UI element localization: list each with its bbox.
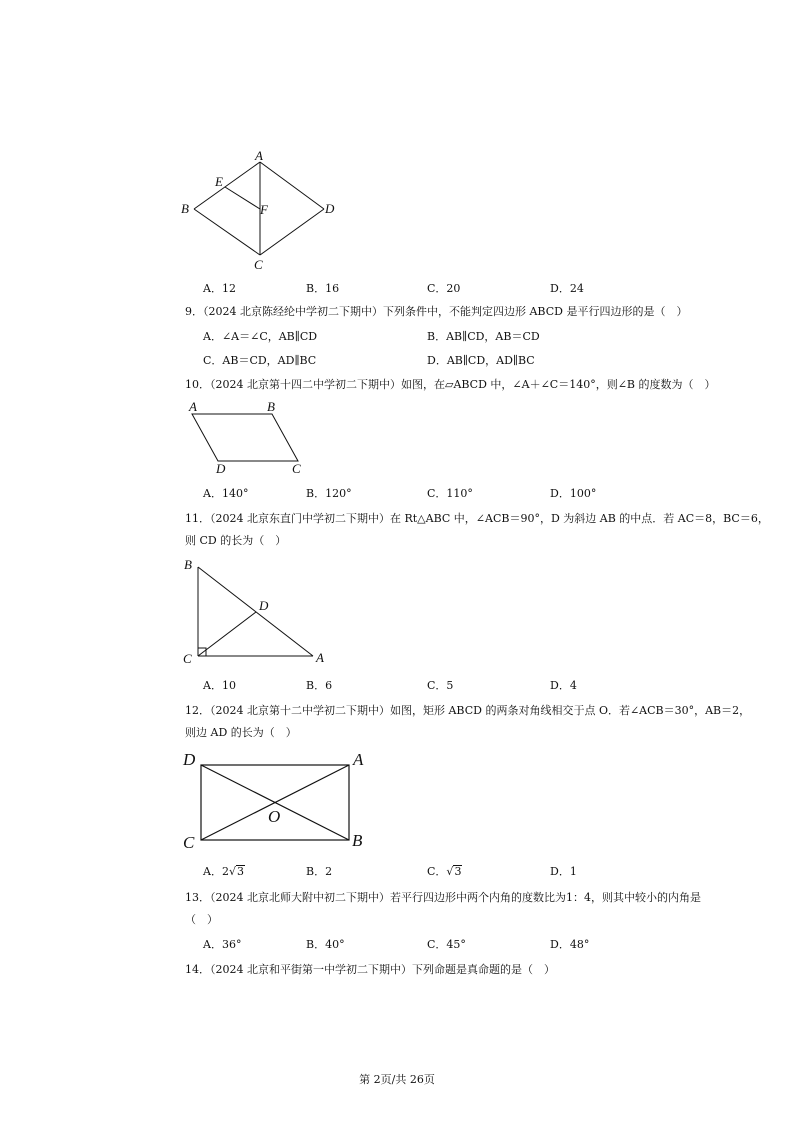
label-C: C: [183, 651, 192, 666]
page-footer: 第 2页/共 26页: [359, 1073, 435, 1086]
q12-option-c-radicand: 3: [454, 865, 462, 878]
q10-option-b: B．120°: [306, 487, 352, 500]
q12-option-a-prefix: A．2: [203, 865, 229, 878]
q13-stem-line1: 13．（2024 北京北师大附中初二下期中）若平行四边形中两个内角的度数比为1：4，则其中较小的内角是: [185, 891, 701, 904]
q9-option-b: B．AB∥CD，AB＝CD: [427, 330, 540, 343]
label-D: D: [259, 598, 269, 613]
q8-option-d: D．24: [550, 282, 584, 295]
q13-option-a: A．36°: [203, 938, 242, 951]
q12-option-d: D．1: [550, 865, 577, 878]
q8-option-a: A．12: [203, 282, 236, 295]
q9-option-a: A．∠A＝∠C，AB∥CD: [203, 330, 318, 343]
q13-stem-line2: （ ）: [185, 913, 218, 926]
q10-option-a: A．140°: [203, 487, 249, 500]
q10-option-c: C．110°: [427, 487, 473, 500]
q9-option-c: C．AB＝CD，AD∥BC: [203, 354, 317, 367]
label-D: D: [325, 201, 335, 216]
label-C: C: [183, 833, 195, 852]
label-O: O: [268, 807, 281, 826]
q9-option-d: D．AB∥CD，AD∥BC: [427, 354, 535, 367]
label-B: B: [352, 831, 363, 850]
q14-stem: 14．（2024 北京和平街第一中学初二下期中）下列命题是真命题的是（ ）: [185, 963, 555, 976]
figure-q10-parallelogram: [182, 398, 322, 478]
q12-option-a: [203, 865, 245, 879]
q12-stem-line2: 则边 AD 的长为（ ）: [185, 726, 297, 739]
q10-option-d: D．100°: [550, 487, 597, 500]
figure-q8-rhombus: [178, 145, 338, 275]
q12-option-b: B．2: [306, 865, 333, 878]
sqrt-icon: √: [446, 865, 454, 878]
label-C: C: [254, 257, 263, 272]
label-B: B: [181, 201, 189, 216]
q11-option-a: A．10: [203, 679, 236, 692]
label-A: A: [316, 650, 324, 665]
label-A: A: [255, 148, 263, 163]
label-B: B: [267, 399, 275, 414]
label-A: A: [353, 750, 364, 769]
q11-option-b: B．6: [306, 679, 333, 692]
label-B: B: [184, 557, 192, 572]
q9-stem: 9．（2024 北京陈经纶中学初二下期中）下列条件中，不能判定四边形 ABCD 是平行四边形的是（ ）: [185, 305, 688, 318]
q10-stem: 10．（2024 北京第十四二中学初二下期中）如图，在▱ABCD 中，∠A＋∠C＝140°，则∠B 的度数为（ ）: [185, 378, 716, 391]
q13-option-b: B．40°: [306, 938, 345, 951]
q12-stem-line1: 12．（2024 北京第十二中学初二下期中）如图，矩形 ABCD 的两条对角线相交于点 O．若∠ACB＝30°，AB＝2，: [185, 704, 751, 717]
q11-stem-line1: 11．（2024 北京东直门中学初二下期中）在 Rt△ABC 中，∠ACB＝90°，D 为斜边 AB 的中点．若 AC＝8，BC＝6，: [185, 512, 769, 525]
label-A: A: [189, 399, 197, 414]
label-D: D: [216, 461, 226, 476]
q11-stem-line2: 则 CD 的长为（ ）: [185, 534, 287, 547]
q8-option-b: B．16: [306, 282, 340, 295]
q13-option-c: C．45°: [427, 938, 466, 951]
q13-option-d: D．48°: [550, 938, 590, 951]
q11-option-c: C．5: [427, 679, 454, 692]
label-E: E: [215, 174, 223, 189]
sqrt-icon: √: [228, 865, 236, 878]
figure-q11-right-triangle: [180, 555, 340, 670]
q8-option-c: C．20: [427, 282, 461, 295]
label-F: F: [260, 202, 268, 217]
label-C: C: [292, 461, 301, 476]
figure-q12-rectangle: [180, 748, 370, 853]
q12-option-a-radicand: 3: [236, 865, 244, 878]
label-D: D: [183, 750, 196, 769]
q12-option-c-prefix: C．: [427, 865, 447, 878]
q12-option-c: [427, 865, 462, 879]
q11-option-d: D．4: [550, 679, 577, 692]
